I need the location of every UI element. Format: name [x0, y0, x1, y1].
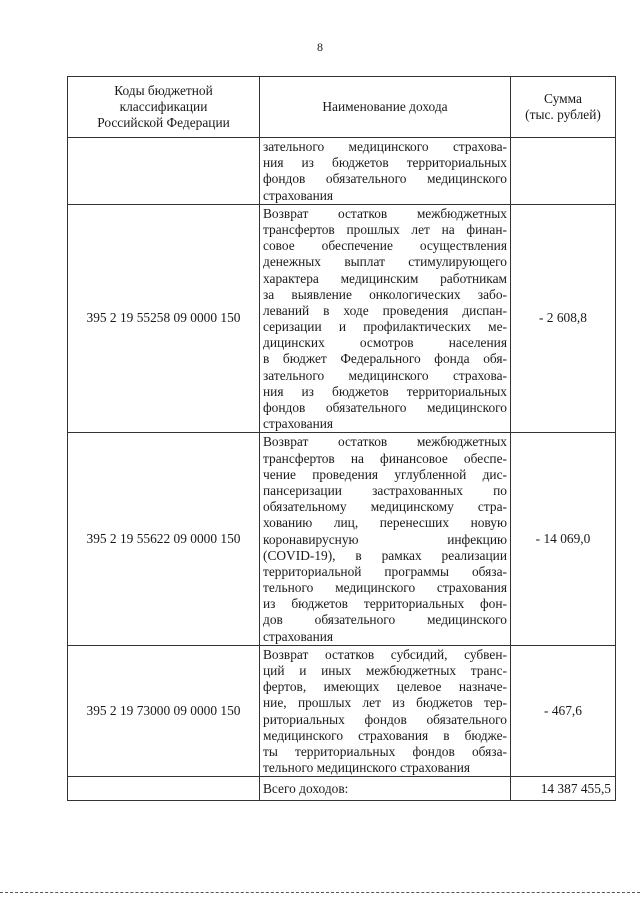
table-row [68, 645, 616, 777]
revenue-name-line: Возврат остатков субсидий, субвен- [263, 646, 507, 662]
revenue-name-line: страхования [263, 416, 334, 432]
revenue-name-line: трансфертов прошлых лет на финан- [263, 221, 507, 237]
revenue-name-line: чение проведения углубленной дис- [263, 466, 507, 482]
revenue-name-line: ций и иных межбюджетных транс- [263, 663, 507, 678]
revenue-name-line: зательного медицинского страхова- [263, 139, 507, 154]
revenue-name-line: совое обеспечение осуществления [263, 238, 507, 254]
header-sum [511, 77, 616, 138]
revenue-name-line: в бюджет Федерального фонда обя- [263, 351, 507, 367]
revenue-name-line: обязательному медицинскому стра- [263, 499, 507, 515]
revenue-name-cell [260, 645, 511, 777]
revenue-name-line: медицинского страхования в бюдже- [263, 727, 507, 743]
revenue-name-line: фондов обязательного медицинского [263, 171, 507, 187]
header-revenue-name [260, 77, 511, 138]
revenue-name-line: ния из бюджетов территориальных [263, 155, 507, 171]
header-name-label: Наименование дохода [322, 98, 448, 114]
revenue-name-line: тельного медицинского страхования [263, 760, 471, 776]
revenue-name-line: зательного медицинского страхова- [263, 367, 507, 383]
revenue-name-line: Возврат остатков межбюджетных [263, 205, 507, 221]
revenue-name-line: из бюджетов территориальных фон- [263, 596, 507, 612]
revenue-name-line: страхования [263, 628, 334, 644]
revenue-name-line: хованию лиц, перенесших новую [263, 515, 507, 531]
table-row [68, 433, 616, 645]
header-code-line: Российской Федерации [97, 115, 230, 131]
revenue-name-line: пансеризации застрахованных по [263, 482, 507, 498]
revenue-name-cell [260, 204, 511, 433]
page-number: 8 [317, 40, 323, 54]
revenue-name-line: дицинских осмотров населения [263, 335, 507, 351]
header-sum-line: (тыс. рублей) [525, 107, 601, 122]
revenue-name-cell [260, 433, 511, 645]
revenue-name-line: леваний в ходе проведения диспан- [263, 302, 507, 318]
revenue-name-line: ния из бюджетов территориальных [263, 383, 507, 399]
total-label: Всего доходов: [260, 777, 511, 800]
revenue-name-line: (COVID-19), в рамках реализации [263, 547, 507, 563]
total-empty-cell [68, 777, 260, 800]
revenue-name-line: территориальной программы обяза- [263, 563, 507, 579]
budget-code-cell: 395 2 19 55258 09 0000 150 [68, 204, 260, 433]
revenue-name-line: денежных выплат стимулирующего [263, 254, 507, 270]
revenue-name-line: ние, прошлых лет из бюджетов тер- [263, 695, 507, 711]
amount-cell: - 14 069,0 [511, 433, 616, 645]
revenue-name-line: страхования [263, 187, 334, 203]
budget-code-cell: 395 2 19 73000 09 0000 150 [68, 645, 260, 777]
table-header-row [68, 77, 616, 138]
revenue-table [67, 76, 616, 801]
amount-cell [511, 138, 616, 205]
revenue-name-line: тельного медицинского страхования [263, 580, 507, 596]
revenue-name-cell [260, 138, 511, 205]
table-row [68, 138, 616, 205]
budget-code-cell: 395 2 19 55622 09 0000 150 [68, 433, 260, 645]
revenue-name-line: серизации и профилактических ме- [263, 319, 507, 335]
revenue-name-line: дов обязательного медицинского [263, 612, 507, 628]
revenue-name-line: за выявление онкологических забо- [263, 286, 507, 302]
revenue-name-line: ты территориальных фондов обяза- [263, 743, 507, 759]
bottom-divider [0, 892, 640, 893]
amount-cell: - 467,6 [511, 645, 616, 777]
header-budget-codes [68, 77, 260, 138]
table-row [68, 204, 616, 433]
revenue-name-line: фертов, имеющих целевое назначе- [263, 679, 507, 695]
header-sum-line: Сумма [544, 90, 582, 106]
revenue-name-line: риториальных фондов обязательного [263, 711, 507, 727]
header-code-line: Коды бюджетной [114, 82, 213, 98]
total-row [68, 777, 616, 800]
total-amount: 14 387 455,5 [511, 777, 616, 800]
revenue-name-line: Возврат остатков межбюджетных [263, 434, 507, 450]
header-code-line: классификации [119, 98, 208, 114]
revenue-name-line: характера медицинским работникам [263, 270, 507, 286]
amount-cell: - 2 608,8 [511, 204, 616, 433]
revenue-name-line: коронавирусную инфекцию [263, 531, 507, 547]
revenue-name-line: фондов обязательного медицинского [263, 400, 507, 415]
budget-code-cell [68, 138, 260, 205]
revenue-name-line: трансфертов на финансовое обеспе- [263, 450, 507, 466]
